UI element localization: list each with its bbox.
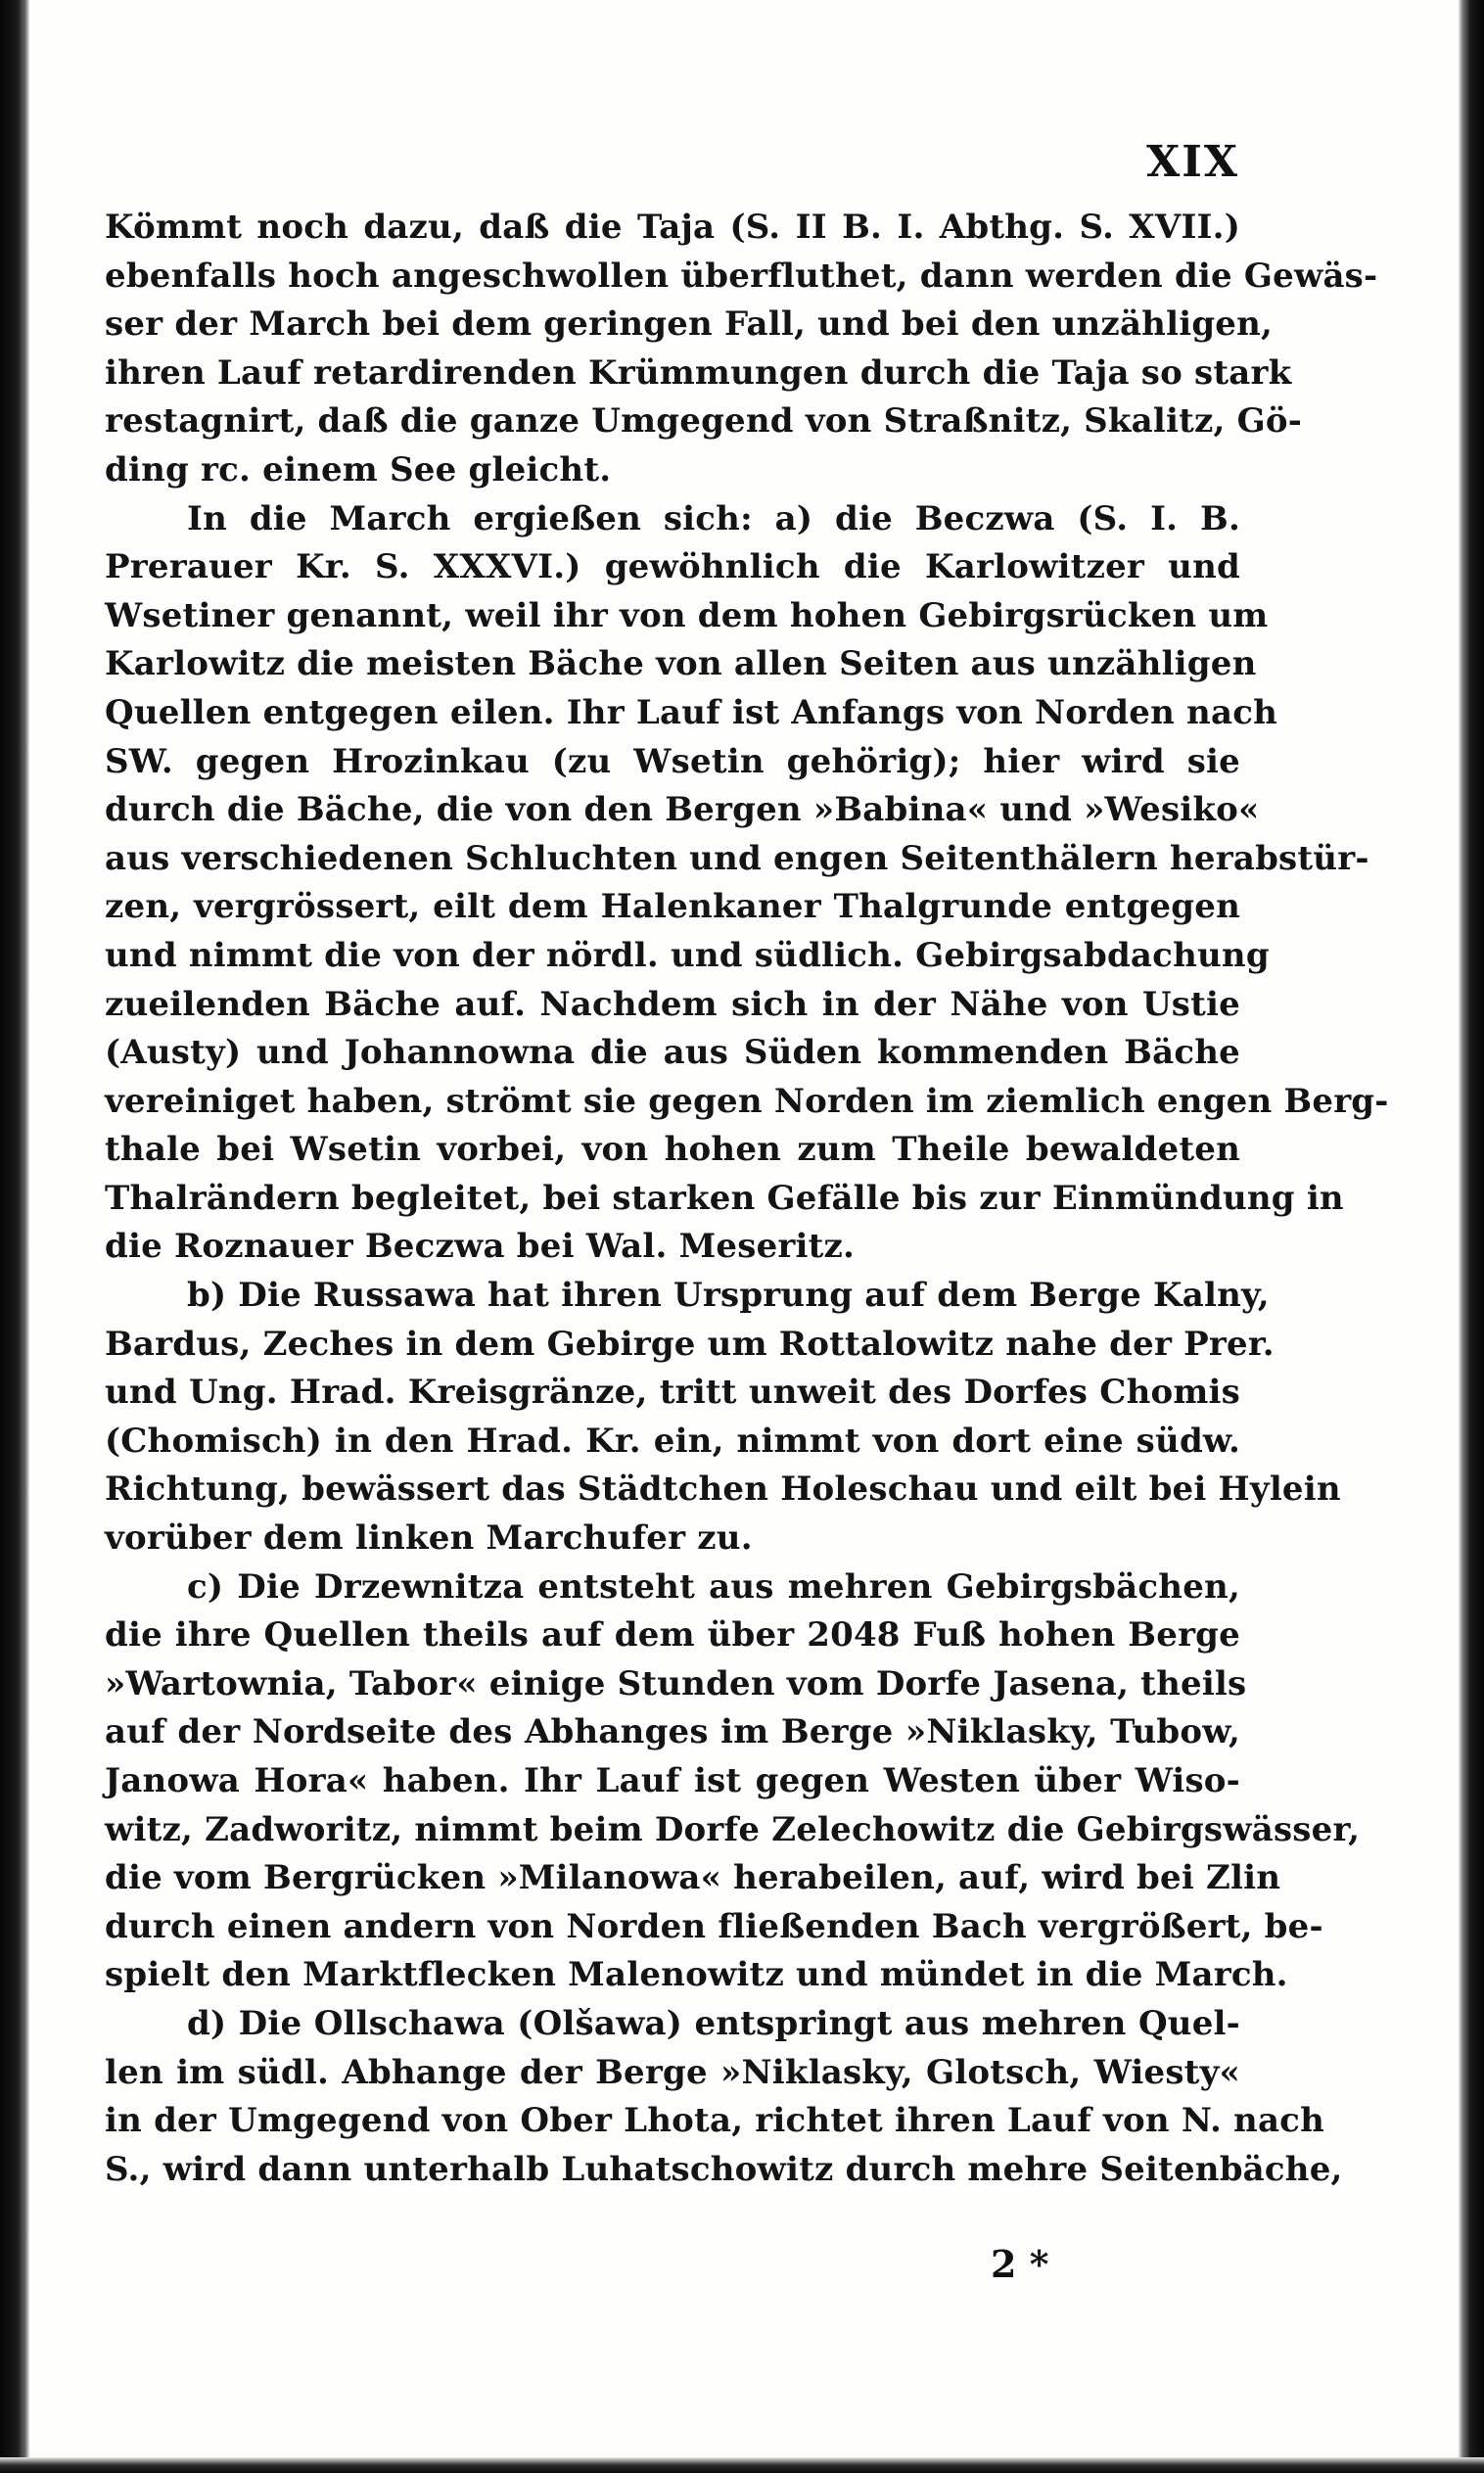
signature-mark: 2 * <box>991 2242 1049 2286</box>
text-line: auf der Nordseite des Abhanges im Berge »Niklasky, Tubow, <box>105 1712 1240 1752</box>
text-line: Prerauer Kr. S. XXXVI.) gewöhnlich die Karlowitzer und <box>105 547 1240 587</box>
text-line: die vom Bergrücken »Milanowa« herabeilen, auf, wird bei Zlin <box>105 1858 1281 1898</box>
scan-edge-left <box>0 0 29 2473</box>
text-line: »Wartownia, Tabor« einige Stunden vom Dorfe Jasena, theils <box>105 1663 1247 1703</box>
text-line: und Ung. Hrad. Kreisgränze, tritt unweit des Dorfes Chomis <box>105 1373 1240 1413</box>
text-line: Karlowitz die meisten Bäche von allen Seiten aus unzähligen <box>105 644 1257 684</box>
text-line: S., wird dann unterhalb Luhatschowitz durch mehre Seitenbäche, <box>105 2149 1343 2189</box>
body-text <box>105 204 1389 2194</box>
scan-edge-bottom <box>0 2457 1484 2473</box>
text-line: Richtung, bewässert das Städtchen Holeschau und eilt bei Hylein <box>105 1470 1341 1510</box>
text-line: durch die Bäche, die von den Bergen »Babina« und »Wesiko« <box>105 790 1260 830</box>
text-line: d) Die Ollschawa (Olšawa) entspringt aus mehren Quel- <box>187 2003 1240 2043</box>
text-line: zen, vergrössert, eilt dem Halenkaner Thalgrunde entgegen <box>105 887 1240 927</box>
page-number: XIX <box>1146 137 1239 187</box>
text-line: In die March ergießen sich: a) die Beczwa (S. I. B. <box>187 498 1240 538</box>
text-line: die Roznauer Beczwa bei Wal. Meseritz. <box>105 1227 856 1267</box>
text-line: ser der March bei dem geringen Fall, und bei den unzähligen, <box>105 304 1274 345</box>
text-line: c) Die Drzewnitza entsteht aus mehren Gebirgsbächen, <box>187 1566 1240 1607</box>
text-line: ihren Lauf retardirenden Krümmungen durch die Taja so stark <box>105 352 1292 393</box>
text-line: vereiniget haben, strömt sie gegen Norden im ziemlich engen Berg- <box>105 1081 1389 1121</box>
text-line: durch einen andern von Norden fließenden Bach vergrößert, be- <box>105 1906 1323 1946</box>
text-line: in der Umgegend von Ober Lhota, richtet ihren Lauf von N. nach <box>105 2101 1324 2141</box>
text-line: thale bei Wsetin vorbei, von hohen zum Theile bewaldeten <box>105 1130 1240 1170</box>
text-line: und nimmt die von der nördl. und südlich. Gebirgsabdachung <box>105 935 1270 975</box>
text-line: Thalrändern begleitet, bei starken Gefälle bis zur Einmündung in <box>105 1178 1344 1218</box>
scan-edge-right <box>1459 0 1484 2473</box>
text-line: spielt den Marktflecken Malenowitz und mündet in die March. <box>105 1955 1288 1995</box>
text-line: ebenfalls hoch angeschwollen überfluthet, dann werden die Gewäs- <box>105 256 1378 296</box>
text-line: len im südl. Abhange der Berge »Niklasky, Glotsch, Wiesty« <box>105 2052 1240 2092</box>
text-line: Kömmt noch dazu, daß die Taja (S. II B. I. Abthg. S. XVII.) <box>105 208 1240 247</box>
text-line: Bardus, Zeches in dem Gebirge um Rottalowitz nahe der Prer. <box>105 1324 1275 1364</box>
text-line: (Austy) und Johannowna die aus Süden kommenden Bäche <box>105 1033 1240 1073</box>
text-line: witz, Zadworitz, nimmt beim Dorfe Zelechowitz die Gebirgswässer, <box>105 1809 1361 1849</box>
text-line: zueilenden Bäche auf. Nachdem sich in der Nähe von Ustie <box>105 984 1240 1024</box>
text-line: vorüber dem linken Marchufer zu. <box>105 1518 753 1559</box>
text-line: die ihre Quellen theils auf dem über 2048 Fuß hohen Berge <box>105 1615 1240 1656</box>
text-line: ding rc. einem See gleicht. <box>105 449 612 490</box>
text-line: Janowa Hora« haben. Ihr Lauf ist gegen Westen über Wiso- <box>105 1761 1240 1800</box>
text-line: aus verschiedenen Schluchten und engen Seitenthälern herabstür- <box>105 838 1369 878</box>
text-line: b) Die Russawa hat ihren Ursprung auf dem Berge Kalny, <box>187 1276 1270 1316</box>
text-line: Wsetiner genannt, weil ihr von dem hohen Gebirgsrücken um <box>105 595 1269 635</box>
text-line: SW. gegen Hrozinkau (zu Wsetin gehörig); hier wird sie <box>105 741 1240 781</box>
text-line: restagnirt, daß die ganze Umgegend von Straßnitz, Skalitz, Gö- <box>105 401 1303 442</box>
text-line: (Chomisch) in den Hrad. Kr. ein, nimmt von dort eine südw. <box>105 1421 1240 1461</box>
text-line: Quellen entgegen eilen. Ihr Lauf ist Anfangs von Norden nach <box>105 692 1278 732</box>
